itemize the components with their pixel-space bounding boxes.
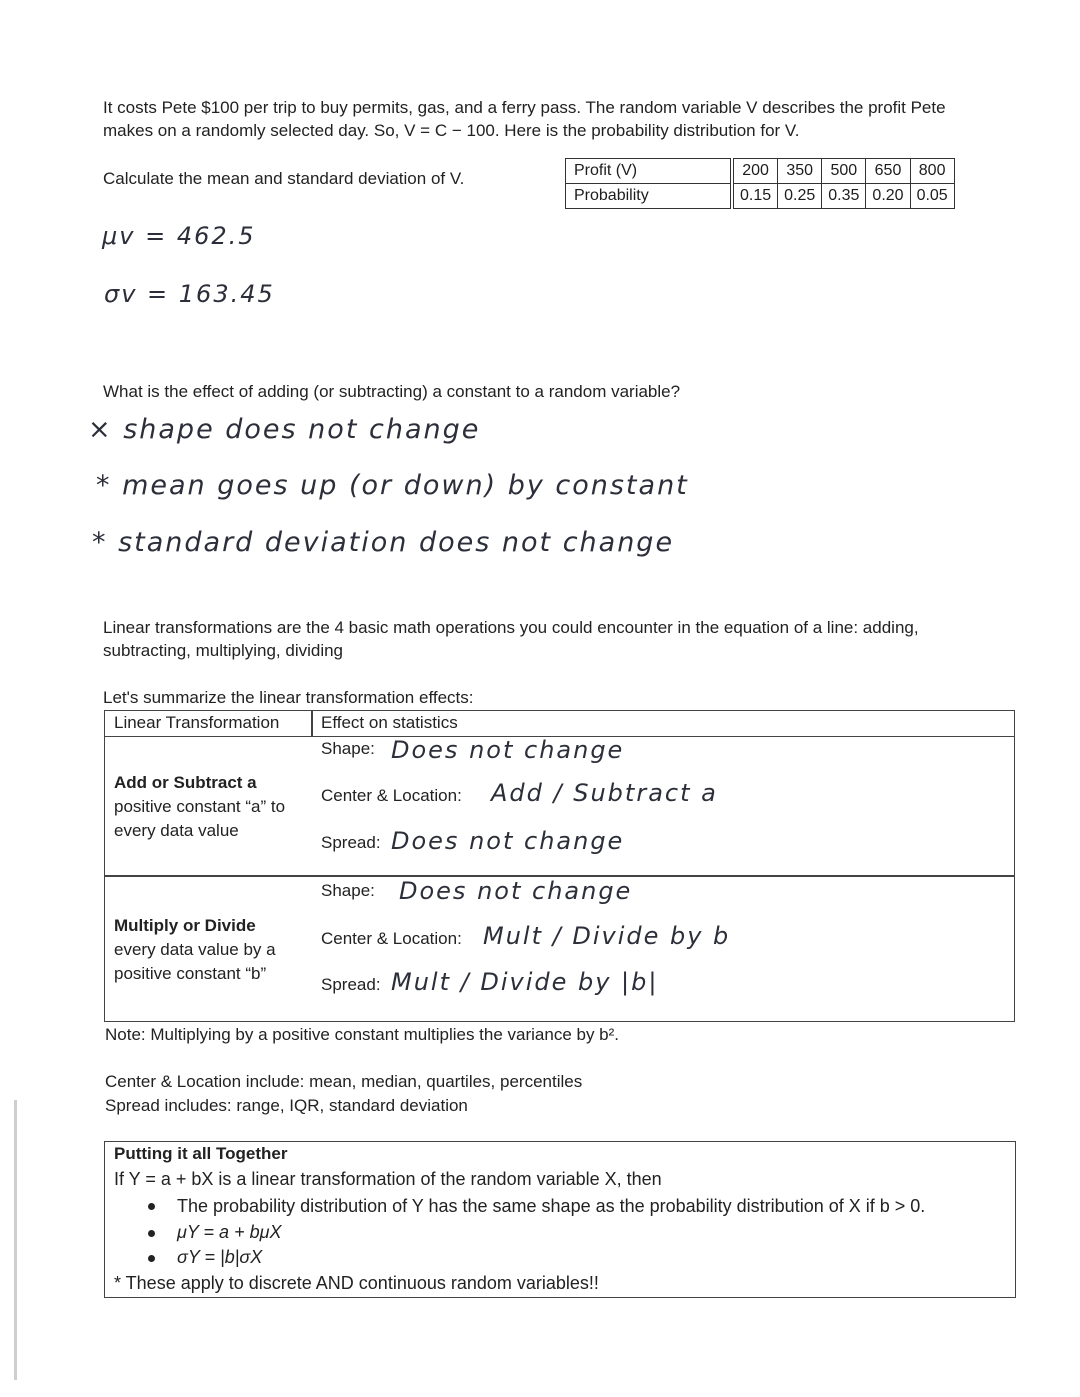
row2-shape-answer: Does not change xyxy=(399,877,633,905)
probability-cell: 0.35 xyxy=(822,184,866,209)
question-mean-sd: Calculate the mean and standard deviation of V. xyxy=(103,169,465,188)
profit-cell: 200 xyxy=(734,159,778,184)
row1-shape-answer: Does not change xyxy=(391,736,625,764)
handwritten-effect-sd: * standard deviation does not change xyxy=(92,527,675,558)
question-effect: What is the effect of adding (or subtracting) a constant to a random variable? xyxy=(103,382,681,401)
row2-center-answer: Mult / Divide by b xyxy=(483,922,731,950)
row1-center-label: Center & Location: xyxy=(321,786,462,805)
center-location-includes: Center & Location include: mean, median, quartiles, percentiles xyxy=(105,1072,583,1091)
handwritten-effect-mean: * mean goes up (or down) by constant xyxy=(96,470,689,501)
bullet-icon xyxy=(148,1203,155,1210)
summary-box-footer: * These apply to discrete AND continuous random variables!! xyxy=(114,1273,599,1293)
handwritten-effect-shape: × shape does not change xyxy=(88,414,481,445)
profit-cell: 650 xyxy=(866,159,910,184)
summary-bullet-mean: μY = a + bμX xyxy=(177,1222,282,1242)
row1-spread-answer: Does not change xyxy=(391,827,625,855)
row2-shape-label: Shape: xyxy=(321,881,375,900)
probability-cell: 0.15 xyxy=(734,184,778,209)
scan-edge-mark xyxy=(14,1100,17,1380)
row2-transform-line1: Multiply or Divide xyxy=(114,916,256,935)
row1-center-answer: Add / Subtract a xyxy=(491,779,718,807)
spread-includes: Spread includes: range, IQR, standard deviation xyxy=(105,1096,468,1115)
linear-def-line-1: Linear transformations are the 4 basic math operations you could encounter in the equation of a line: adding, xyxy=(103,618,919,637)
probability-cell: 0.05 xyxy=(910,184,954,209)
summary-bullet-shape: The probability distribution of Y has the same shape as the probability distribution of X if b > 0. xyxy=(177,1196,926,1216)
profit-cell: 500 xyxy=(822,159,866,184)
variance-note: Note: Multiplying by a positive constant multiplies the variance by b². xyxy=(105,1025,620,1044)
row2-transform-line2: every data value by a xyxy=(114,940,276,959)
profit-cell: 350 xyxy=(778,159,822,184)
row1-shape-label: Shape: xyxy=(321,739,375,758)
probability-cell: 0.25 xyxy=(778,184,822,209)
row2-center-label: Center & Location: xyxy=(321,929,462,948)
header-effect-on-statistics: Effect on statistics xyxy=(321,713,458,732)
probability-table xyxy=(565,158,955,209)
bullet-icon xyxy=(148,1230,155,1237)
row2-spread-answer: Mult / Divide by |b| xyxy=(391,968,659,996)
row2-spread-label: Spread: xyxy=(321,975,381,994)
bullet-icon xyxy=(148,1255,155,1262)
handwritten-sd: σv = 163.45 xyxy=(104,280,275,308)
intro-line-1: It costs Pete $100 per trip to buy permits, gas, and a ferry pass. The random variable V describes the profit Pete xyxy=(103,98,946,117)
profit-row xyxy=(566,159,955,184)
summary-box-intro: If Y = a + bX is a linear transformation of the random variable X, then xyxy=(114,1169,662,1189)
header-linear-transformation: Linear Transformation xyxy=(114,713,280,732)
summary-bullet-sd: σY = |b|σX xyxy=(177,1247,263,1267)
summary-box xyxy=(104,1141,1016,1298)
probability-row xyxy=(566,184,955,209)
probability-label: Probability xyxy=(566,184,731,209)
row1-spread-label: Spread: xyxy=(321,833,381,852)
summary-table xyxy=(104,710,1015,1022)
probability-cell: 0.20 xyxy=(866,184,910,209)
row2-transform-line3: positive constant “b” xyxy=(114,964,267,983)
summary-box-title: Putting it all Together xyxy=(114,1144,288,1163)
intro-line-2: makes on a randomly selected day. So, V = C − 100. Here is the probability distribution for V. xyxy=(103,121,800,140)
profit-label: Profit (V) xyxy=(566,159,731,184)
row1-transform-line2: positive constant “a” to xyxy=(114,797,286,816)
summary-intro: Let's summarize the linear transformation effects: xyxy=(103,688,474,707)
row1-transform-line1: Add or Subtract a xyxy=(114,773,257,792)
linear-def-line-2: subtracting, multiplying, dividing xyxy=(103,641,344,660)
handwritten-mean: μv = 462.5 xyxy=(102,222,256,250)
profit-cell: 800 xyxy=(910,159,954,184)
row1-transform-line3: every data value xyxy=(114,821,239,840)
